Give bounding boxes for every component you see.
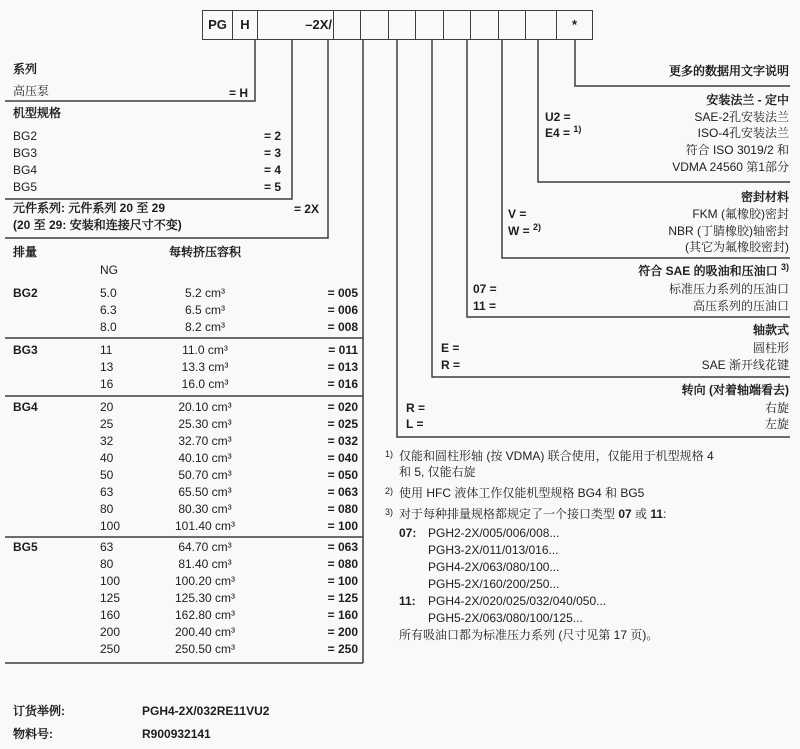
displacement-row [0,377,370,391]
bg-label: BG3 [13,343,38,357]
displacement-row [0,303,370,317]
code-box-empty-7 [499,11,526,39]
bg-label: BG5 [13,540,38,554]
displacement-row [0,519,370,533]
ng-value: 5.0 [100,286,117,300]
footnote-marker: 1) [573,124,582,134]
code-value: = 080 [327,502,358,516]
code-value: = 040 [327,451,358,465]
ng-value: 50 [100,468,114,482]
code-box-empty-8 [526,11,557,39]
volume-value: 50.70 cm³ [178,468,232,482]
flange-desc-e4: ISO-4孔安装法兰 [697,126,789,140]
displacement-row [0,400,370,414]
ng-value: 25 [100,417,114,431]
frame-size-code: = 5 [263,180,281,194]
ng-value: 63 [100,540,114,554]
bg-label: BG2 [13,286,38,300]
shaft-title: 轴款式 [752,323,789,337]
ports-desc-07: 标准压力系列的压油口 [668,282,789,296]
code-value: = 080 [327,557,358,571]
frame-size-code: = 4 [263,163,281,177]
list-11-item: PGH4-2X/020/025/032/040/050... [428,594,607,608]
ng-value: 100 [100,574,121,588]
ng-value: 11 [100,343,113,357]
displacement-row [0,417,370,431]
order-example-value: PGH4-2X/032RE11VU2 [142,704,270,718]
displacement-row [0,286,370,300]
frame-size-label: BG3 [13,146,38,160]
seal-title: 密封材料 [740,190,789,204]
material-number-label: 物料号: [13,727,53,741]
seal-extra: (其它为氟橡胶密封) [685,240,789,254]
ng-value: 80 [100,557,114,571]
code-value: = 063 [327,485,358,499]
ports-desc-11: 高压系列的压油口 [692,299,789,313]
footnote-3-marker: 3) [385,507,394,517]
displacement-row [0,360,370,374]
displacement-row [0,642,370,656]
code-value: = 008 [327,320,358,334]
volume-value: 16.0 cm³ [181,377,229,391]
displacement-row [0,608,370,622]
volume-value: 200.40 cm³ [174,625,236,639]
code-value: = 032 [327,434,358,448]
footnote-1-line1: 仅能和圆柱形轴 (按 VDMA) 联合使用，仅能用于机型规格 4 [399,449,714,463]
code-value: = 006 [327,303,358,317]
footnote-2-marker: 2) [385,486,394,496]
component-series-line2: (20 至 29: 安装和连接尺寸不变) [13,218,182,232]
code-value: = 200 [327,625,358,639]
code-value: = 011 [328,343,358,357]
volume-value: 13.3 cm³ [181,360,229,374]
footnote-1-marker: 1) [385,449,394,459]
code-value: = 063 [327,540,358,554]
list-07-item: PGH4-2X/063/080/100... [428,560,560,574]
ng-value: 6.3 [100,303,117,317]
bg-label: BG4 [13,400,38,414]
ports-code-07: 07 = [473,282,497,296]
code-value: = 160 [327,608,358,622]
code-value: = 020 [327,400,358,414]
volume-value: 20.10 cm³ [178,400,232,414]
volume-value: 101.40 cm³ [174,519,236,533]
flange-code-e4: E4 = $^{1)}$ [545,124,582,140]
frame-size-label: BG5 [13,180,38,194]
flange-title: 安装法兰 - 定中 [706,93,789,107]
list-11-label: 11: [399,594,416,608]
shaft-code-r: R = [441,358,461,372]
volume-value: 25.30 cm³ [178,417,232,431]
seal-desc-v: FKM (氟橡胶)密封 [692,207,789,221]
code-box-empty-6 [471,11,499,39]
shaft-code-e: E = [441,341,460,355]
displacement-row [0,625,370,639]
volume-value: 40.10 cm³ [178,451,232,465]
displacement-row [0,540,370,554]
code-box-empty-4 [416,11,444,39]
volume-value: 11.0 cm³ [182,343,228,357]
footnote-closing: 所有吸油口都为标准压力系列 (尺寸见第 17 页)。 [399,628,659,642]
frame-size-label: BG4 [13,163,38,177]
connector-star [575,40,790,86]
footnote-3-text: 对于每种排量规格都规定了一个接口类型 07 或 11: [399,507,667,521]
code-box-empty-5 [444,11,471,39]
list-07-item: PGH2-2X/005/006/008... [428,526,560,540]
ng-value: 13 [100,360,114,374]
list-07-item: PGH3-2X/011/013/016... [428,543,559,557]
ng-value: 40 [100,451,114,465]
volume-value: 80.30 cm³ [178,502,232,516]
ng-value: 160 [100,608,121,622]
star-note: 更多的数据用文字说明 [668,64,789,78]
volume-value: 32.70 cm³ [178,434,232,448]
component-series-code: = 2X [293,202,319,216]
displacement-row [0,557,370,571]
volume-value: 5.2 cm³ [184,286,225,300]
list-11-item: PGH5-2X/063/080/100/125... [428,611,583,625]
volume-value: 125.30 cm³ [174,591,236,605]
series-code: = H [228,86,248,100]
displacement-row [0,343,370,357]
series-label: 高压泵 [13,84,50,98]
rotation-code-l: L = [406,417,424,431]
material-number-value: R900932141 [142,727,211,741]
frame-size-title: 机型规格 [13,106,62,120]
flange-code-u2: U2 = [545,110,571,124]
frame-size-code: = 2 [263,129,281,143]
volume-value: 81.40 cm³ [178,557,232,571]
code-box-star: * [571,17,578,32]
ports-title: 符合 SAE 的吸油和压油口 $^{3)}$ [638,262,789,278]
list-07-label: 07: [399,526,417,540]
volume-value: 100.20 cm³ [174,574,236,588]
footnote-marker: 3) [780,262,789,272]
footnote-2-text: 使用 HFC 液体工作仅能机型规格 BG4 和 BG5 [399,486,645,500]
code-value: = 100 [327,574,358,588]
ng-value: 125 [100,591,121,605]
ng-value: 20 [100,400,114,414]
code-value: = 016 [327,377,358,391]
volume-value: 250.50 cm³ [174,642,236,656]
code-box-empty-1 [334,11,361,39]
volume-value: 65.50 cm³ [178,485,232,499]
code-box-2x: –2X/ [258,11,334,39]
flange-desc-u2: SAE-2孔安装法兰 [694,110,789,124]
code-value: = 013 [327,360,358,374]
ports-code-11: 11 = [473,299,497,313]
volume-value: 6.5 cm³ [184,303,225,317]
code-value: = 005 [327,286,358,300]
volume-header: 每转挤压容积 [168,245,241,259]
shaft-desc-r: SAE 渐开线花键 [701,358,789,372]
displacement-row [0,502,370,516]
rotation-desc-l: 左旋 [764,417,789,431]
ng-value: 8.0 [100,320,117,334]
footnote-marker: 2) [533,222,542,232]
ng-value: 100 [100,519,121,533]
frame-size-code: = 3 [263,146,281,160]
code-value: = 100 [327,519,358,533]
displacement-row [0,485,370,499]
rotation-desc-r: 右旋 [764,401,789,415]
code-box-h: H [233,11,258,39]
component-series-line1: 元件系列: 元件系列 20 至 29 [13,201,166,215]
order-example-label: 订货举例: [13,704,65,718]
code-value: = 125 [327,591,358,605]
footnote-1-line2: 和 5, 仅能右旋 [399,465,476,479]
seal-code-w: W = $^{2)}$ [508,222,542,238]
rotation-title: 转向 (对着轴端看去) [681,383,789,397]
displacement-title: 排量 [13,245,38,259]
volume-value: 8.2 cm³ [184,320,225,334]
displacement-row [0,451,370,465]
code-value: = 050 [327,468,358,482]
ng-value: 63 [100,485,114,499]
code-box-row [202,10,593,40]
rotation-code-r: R = [406,401,426,415]
code-box-pg: PG [203,11,233,39]
shaft-desc-e: 圆柱形 [752,341,789,355]
displacement-row [0,468,370,482]
displacement-row [0,591,370,605]
ng-value: 32 [100,434,114,448]
ng-value: 250 [100,642,121,656]
displacement-row [0,320,370,334]
displacement-row [0,574,370,588]
volume-value: 162.80 cm³ [174,608,236,622]
seal-code-v: V = [508,207,527,221]
ng-value: 200 [100,625,121,639]
seal-desc-w: NBR (丁腈橡胶)轴密封 [668,224,789,238]
list-07-item: PGH5-2X/160/200/250... [428,577,560,591]
frame-size-label: BG2 [13,129,38,143]
ng-value: 80 [100,502,114,516]
series-title: 系列 [13,62,38,76]
code-value: = 025 [327,417,358,431]
flange-extra-2: VDMA 24560 第1部分 [672,160,789,174]
ng-header: NG [100,263,118,277]
ng-value: 16 [100,377,114,391]
code-value: = 250 [327,642,358,656]
flange-extra-1: 符合 ISO 3019/2 和 [685,143,789,157]
volume-value: 64.70 cm³ [178,540,232,554]
code-box-empty-3 [389,11,416,39]
displacement-row [0,434,370,448]
code-box-empty-2 [361,11,389,39]
